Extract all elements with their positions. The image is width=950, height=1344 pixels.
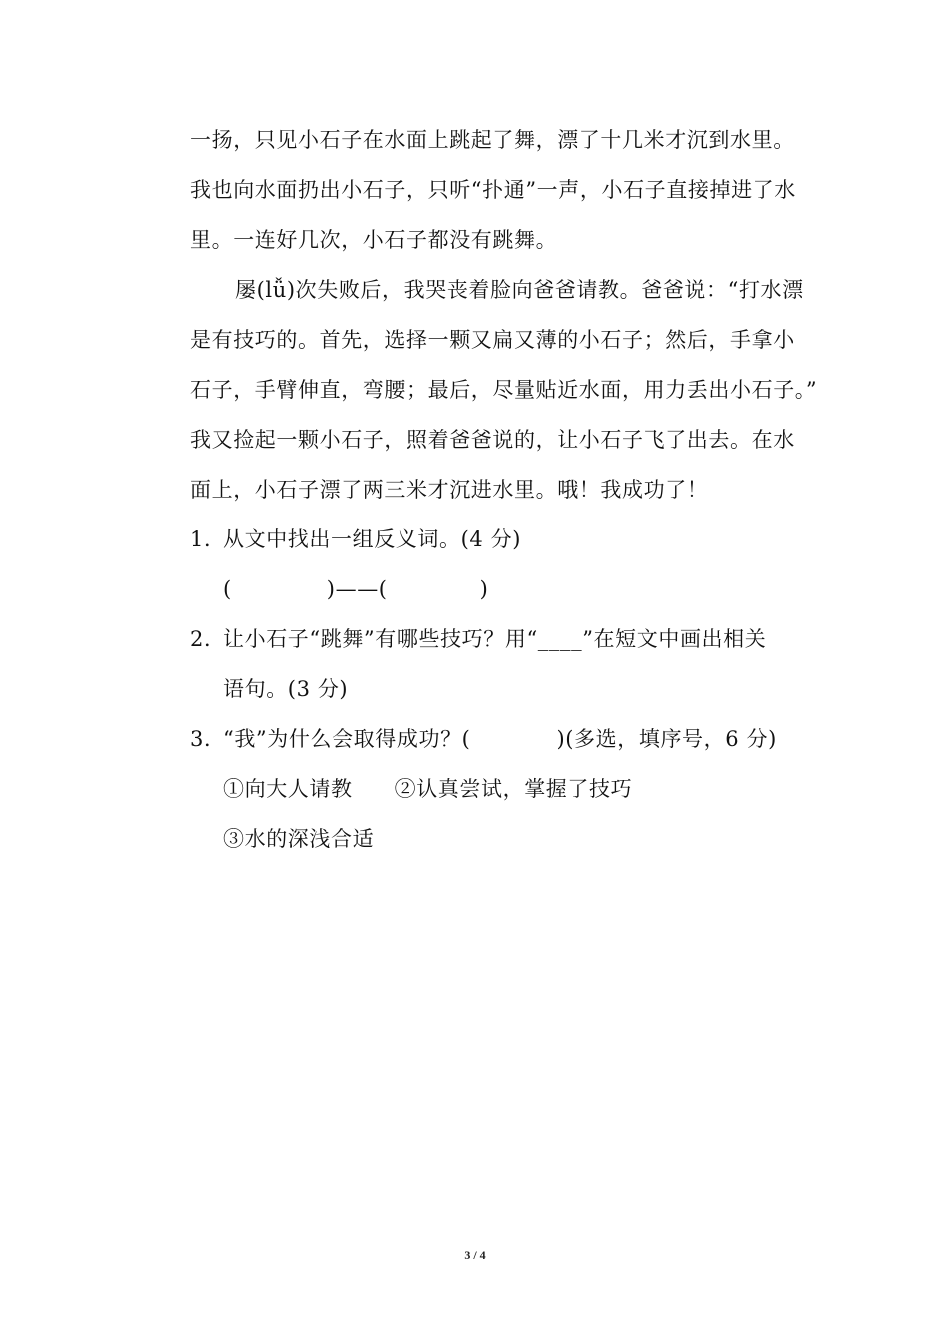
passage-line: 面上，小石子漂了两三米才沉进水里。哦！我成功了！ (190, 478, 709, 502)
question-number: 1． (190, 527, 226, 551)
question-2-cont: 语句。(3 分) (223, 677, 349, 701)
question-3 (190, 724, 777, 754)
question-1-answer-blanks (223, 574, 488, 604)
question-text: 让小石子“跳舞”有哪些技巧？用“____”在短文中画出相关 (223, 627, 767, 651)
answer-paren-mid: )——( (326, 577, 388, 601)
option-3: ③水的深浅合适 (223, 827, 375, 851)
question-text: “我”为什么会取得成功？( (223, 727, 471, 751)
answer-paren-close: ) (479, 577, 489, 601)
passage-line: 我又捡起一颗小石子，照着爸爸说的，让小石子飞了出去。在水 (190, 428, 795, 452)
passage-line: 一扬，只见小石子在水面上跳起了舞，漂了十几米才沉到水里。 (190, 128, 795, 152)
passage-line: 是有技巧的。首先，选择一颗又扁又薄的小石子；然后，手拿小 (190, 328, 795, 352)
question-1 (190, 524, 521, 554)
question-number: 3． (190, 727, 226, 751)
passage-line: 屡(lǚ)次失败后，我哭丧着脸向爸爸请教。爸爸说：“打水漂 (235, 278, 804, 302)
passage-line: 石子，手臂伸直，弯腰；最后，尽量贴近水面，用力丢出小石子。” (190, 378, 818, 402)
question-3-options-row (223, 774, 632, 804)
passage-line: 里。一连好几次，小石子都没有跳舞。 (190, 228, 558, 252)
page-number: 3 / 4 (464, 1248, 486, 1262)
option-1: ①向大人请教 (223, 777, 353, 801)
question-text: 从文中找出一组反义词。(4 分) (223, 527, 522, 551)
question-2 (190, 624, 766, 654)
question-text-tail: )(多选，填序号，6 分) (556, 727, 777, 751)
answer-paren-open: ( (223, 577, 232, 601)
question-number: 2． (190, 627, 226, 651)
passage-line: 我也向水面扔出小石子，只听“扑通”一声，小石子直接掉进了水 (190, 178, 796, 202)
option-2: ②认真尝试，掌握了技巧 (394, 777, 633, 801)
